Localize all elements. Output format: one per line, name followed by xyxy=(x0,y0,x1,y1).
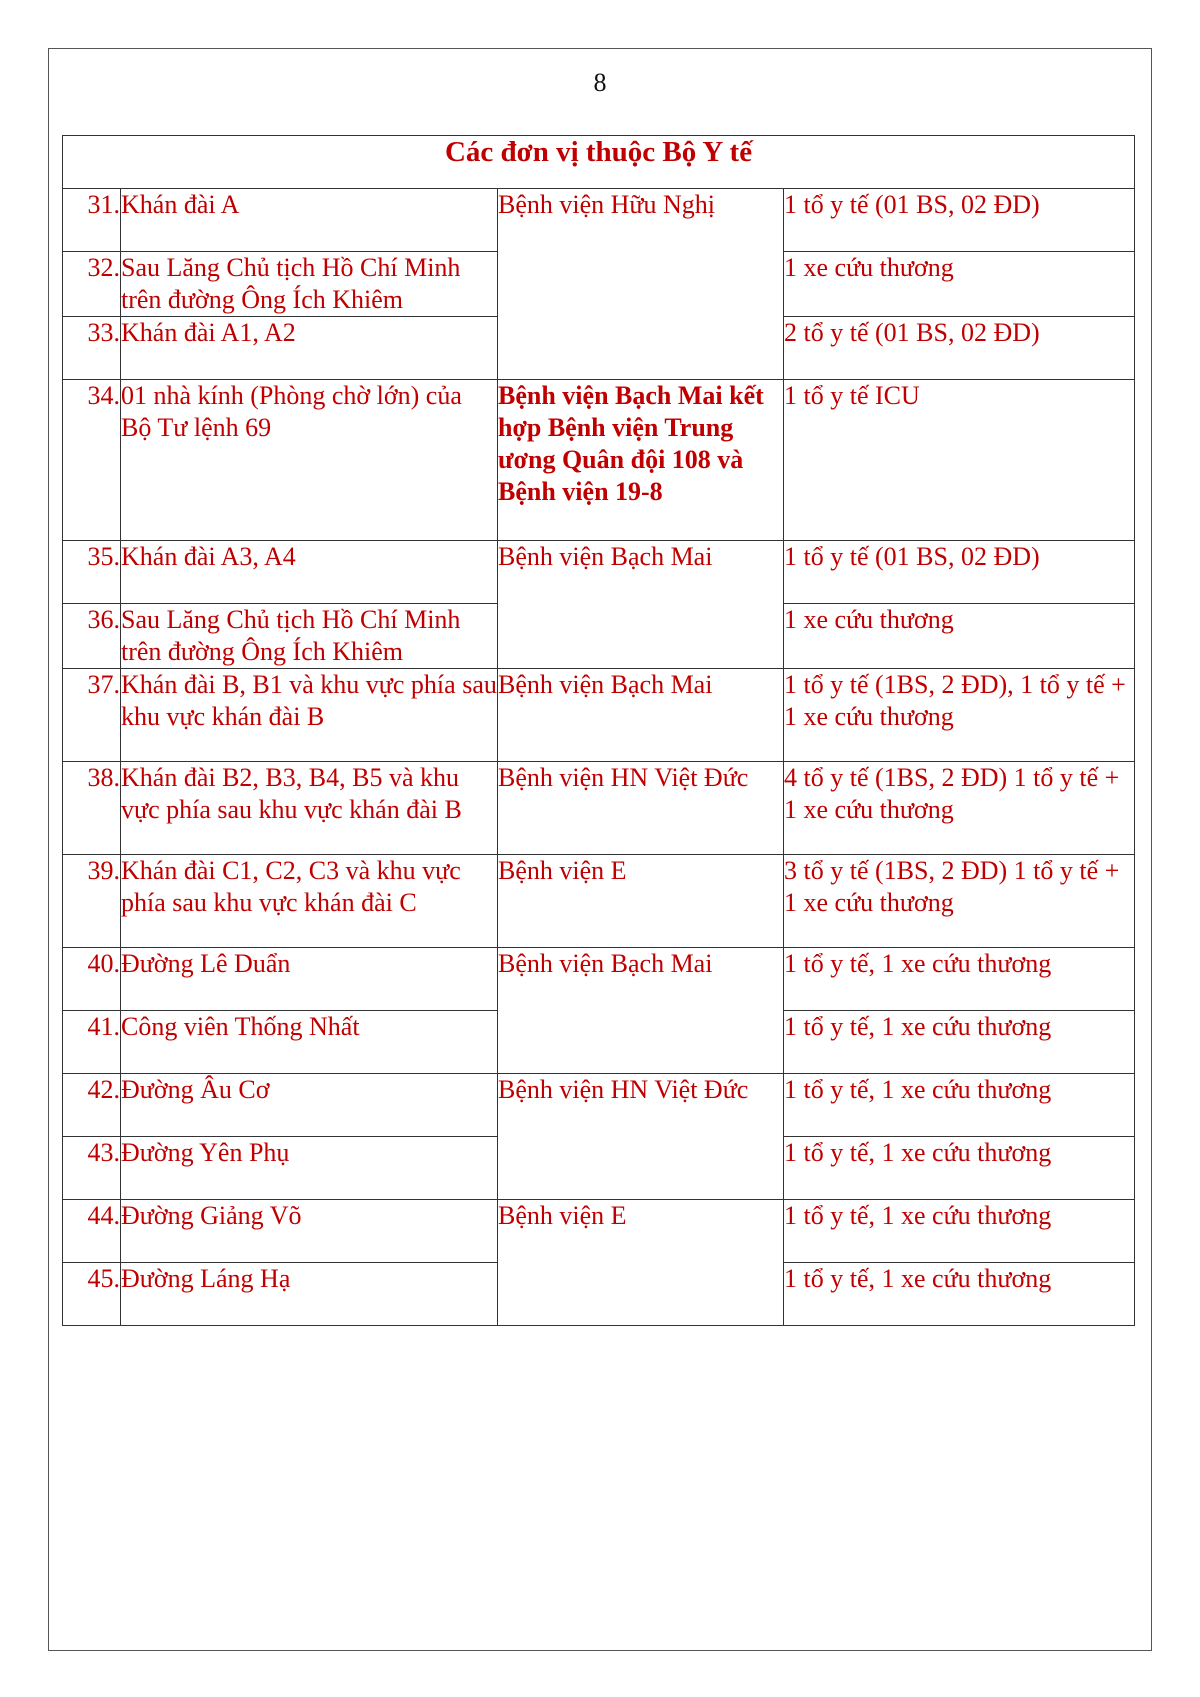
row-number: 39. xyxy=(63,855,121,948)
resource-cell: 1 tổ y tế, 1 xe cứu thương xyxy=(784,1200,1135,1263)
row-number: 43. xyxy=(63,1137,121,1200)
unit-cell: Bệnh viện E xyxy=(498,1200,784,1326)
location-cell: Công viên Thống Nhất xyxy=(121,1011,498,1074)
resource-cell: 1 tổ y tế (01 BS, 02 ĐD) xyxy=(784,541,1135,604)
location-cell: Khán đài A xyxy=(121,189,498,252)
location-cell: Sau Lăng Chủ tịch Hồ Chí Minh trên đường Ông Ích Khiêm xyxy=(121,604,498,669)
page-number: 8 xyxy=(593,68,607,97)
location-cell: Khán đài B2, B3, B4, B5 và khu vực phía sau khu vực khán đài B xyxy=(121,762,498,855)
table-row xyxy=(63,762,1135,855)
row-number: 45. xyxy=(63,1263,121,1326)
resource-cell: 3 tổ y tế (1BS, 2 ĐD) 1 tổ y tế + 1 xe cứu thương xyxy=(784,855,1135,948)
row-number: 38. xyxy=(63,762,121,855)
resource-cell: 1 tổ y tế, 1 xe cứu thương xyxy=(784,1137,1135,1200)
resource-cell: 1 tổ y tế (01 BS, 02 ĐD) xyxy=(784,189,1135,252)
row-number: 34. xyxy=(63,380,121,541)
resource-cell: 1 xe cứu thương xyxy=(784,252,1135,317)
location-cell: 01 nhà kính (Phòng chờ lớn) của Bộ Tư lệnh 69 xyxy=(121,380,498,541)
resource-cell: 1 xe cứu thương xyxy=(784,604,1135,669)
table-row xyxy=(63,948,1135,1011)
unit-cell: Bệnh viện Bạch Mai xyxy=(498,669,784,762)
unit-cell: Bệnh viện HN Việt Đức xyxy=(498,1074,784,1200)
table-row xyxy=(63,380,1135,541)
medical-assignment-table xyxy=(62,135,1135,1326)
resource-cell: 1 tổ y tế ICU xyxy=(784,380,1135,541)
resource-cell: 4 tổ y tế (1BS, 2 ĐD) 1 tổ y tế + 1 xe cứu thương xyxy=(784,762,1135,855)
unit-cell: Bệnh viện E xyxy=(498,855,784,948)
table-row xyxy=(63,189,1135,252)
row-number: 37. xyxy=(63,669,121,762)
resource-cell: 1 tổ y tế, 1 xe cứu thương xyxy=(784,1011,1135,1074)
resource-cell: 1 tổ y tế, 1 xe cứu thương xyxy=(784,1263,1135,1326)
resource-cell: 1 tổ y tế, 1 xe cứu thương xyxy=(784,1074,1135,1137)
resource-cell: 1 tổ y tế (1BS, 2 ĐD), 1 tổ y tế + 1 xe cứu thương xyxy=(784,669,1135,762)
row-number: 35. xyxy=(63,541,121,604)
row-number: 44. xyxy=(63,1200,121,1263)
unit-cell: Bệnh viện Bạch Mai xyxy=(498,541,784,669)
unit-cell: Bệnh viện Hữu Nghị xyxy=(498,189,784,380)
resource-cell: 2 tổ y tế (01 BS, 02 ĐD) xyxy=(784,317,1135,380)
section-title: Các đơn vị thuộc Bộ Y tế xyxy=(63,136,1135,189)
location-cell: Đường Yên Phụ xyxy=(121,1137,498,1200)
row-number: 42. xyxy=(63,1074,121,1137)
unit-cell: Bệnh viện Bạch Mai kết hợp Bệnh viện Trung ương Quân đội 108 và Bệnh viện 19-8 xyxy=(498,380,784,541)
row-number: 33. xyxy=(63,317,121,380)
location-cell: Khán đài A1, A2 xyxy=(121,317,498,380)
location-cell: Đường Âu Cơ xyxy=(121,1074,498,1137)
location-cell: Khán đài C1, C2, C3 và khu vực phía sau khu vực khán đài C xyxy=(121,855,498,948)
unit-cell: Bệnh viện Bạch Mai xyxy=(498,948,784,1074)
row-number: 31. xyxy=(63,189,121,252)
table-row xyxy=(63,669,1135,762)
location-cell: Đường Láng Hạ xyxy=(121,1263,498,1326)
unit-cell: Bệnh viện HN Việt Đức xyxy=(498,762,784,855)
location-cell: Khán đài B, B1 và khu vực phía sau khu vực khán đài B xyxy=(121,669,498,762)
location-cell: Đường Giảng Võ xyxy=(121,1200,498,1263)
location-cell: Khán đài A3, A4 xyxy=(121,541,498,604)
location-cell: Đường Lê Duẩn xyxy=(121,948,498,1011)
row-number: 32. xyxy=(63,252,121,317)
resource-cell: 1 tổ y tế, 1 xe cứu thương xyxy=(784,948,1135,1011)
table-row xyxy=(63,1200,1135,1263)
row-number: 41. xyxy=(63,1011,121,1074)
location-cell: Sau Lăng Chủ tịch Hồ Chí Minh trên đường Ông Ích Khiêm xyxy=(121,252,498,317)
row-number: 40. xyxy=(63,948,121,1011)
table-row xyxy=(63,855,1135,948)
table-row xyxy=(63,1074,1135,1137)
row-number: 36. xyxy=(63,604,121,669)
table-row xyxy=(63,541,1135,604)
